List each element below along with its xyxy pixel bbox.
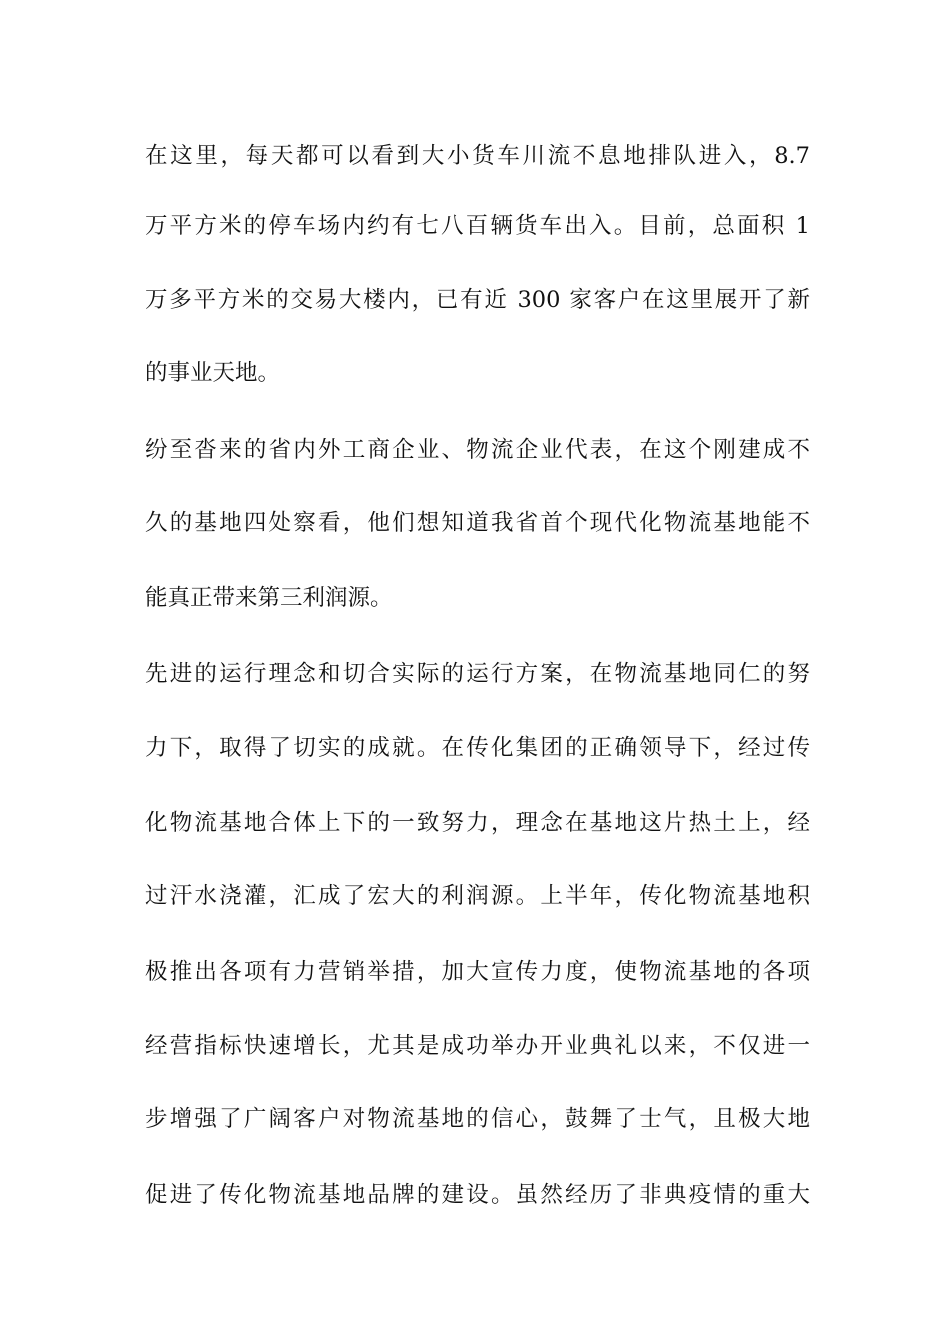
paragraph-3-line-6: 经营指标快速增长，尤其是成功举办开业典礼以来，不仅进一 <box>145 1033 810 1059</box>
paragraph-2-line-2: 久的基地四处察看，他们想知道我省首个现代化物流基地能不 <box>145 510 810 536</box>
paragraph-1-line-3: 万多平方米的交易大楼内，已有近 300 家客户在这里展开了新 <box>145 287 810 313</box>
paragraph-3-line-8: 促进了传化物流基地品牌的建设。虽然经历了非典疫情的重大 <box>145 1182 810 1208</box>
paragraph-3-line-4: 过汗水浇灌，汇成了宏大的利润源。上半年，传化物流基地积 <box>145 883 810 909</box>
paragraph-1-line-4: 的事业天地。 <box>145 360 281 386</box>
paragraph-3-line-5: 极推出各项有力营销举措，加大宣传力度，使物流基地的各项 <box>145 959 810 985</box>
paragraph-1-line-2: 万平方米的停车场内约有七八百辆货车出入。目前，总面积 1 <box>145 213 810 239</box>
paragraph-1-line-1: 在这里，每天都可以看到大小货车川流不息地排队进入，8.7 <box>145 143 810 169</box>
paragraph-2-line-3: 能真正带来第三利润源。 <box>145 585 393 611</box>
paragraph-3-line-2: 力下，取得了切实的成就。在传化集团的正确领导下，经过传 <box>145 735 810 761</box>
paragraph-3-line-7: 步增强了广阔客户对物流基地的信心，鼓舞了士气，且极大地 <box>145 1106 810 1132</box>
paragraph-2-line-1: 纷至沓来的省内外工商企业、物流企业代表，在这个刚建成不 <box>145 437 810 463</box>
paragraph-3-line-1: 先进的运行理念和切合实际的运行方案，在物流基地同仁的努 <box>145 661 810 687</box>
paragraph-3-line-3: 化物流基地合体上下的一致努力，理念在基地这片热土上，经 <box>145 810 810 836</box>
